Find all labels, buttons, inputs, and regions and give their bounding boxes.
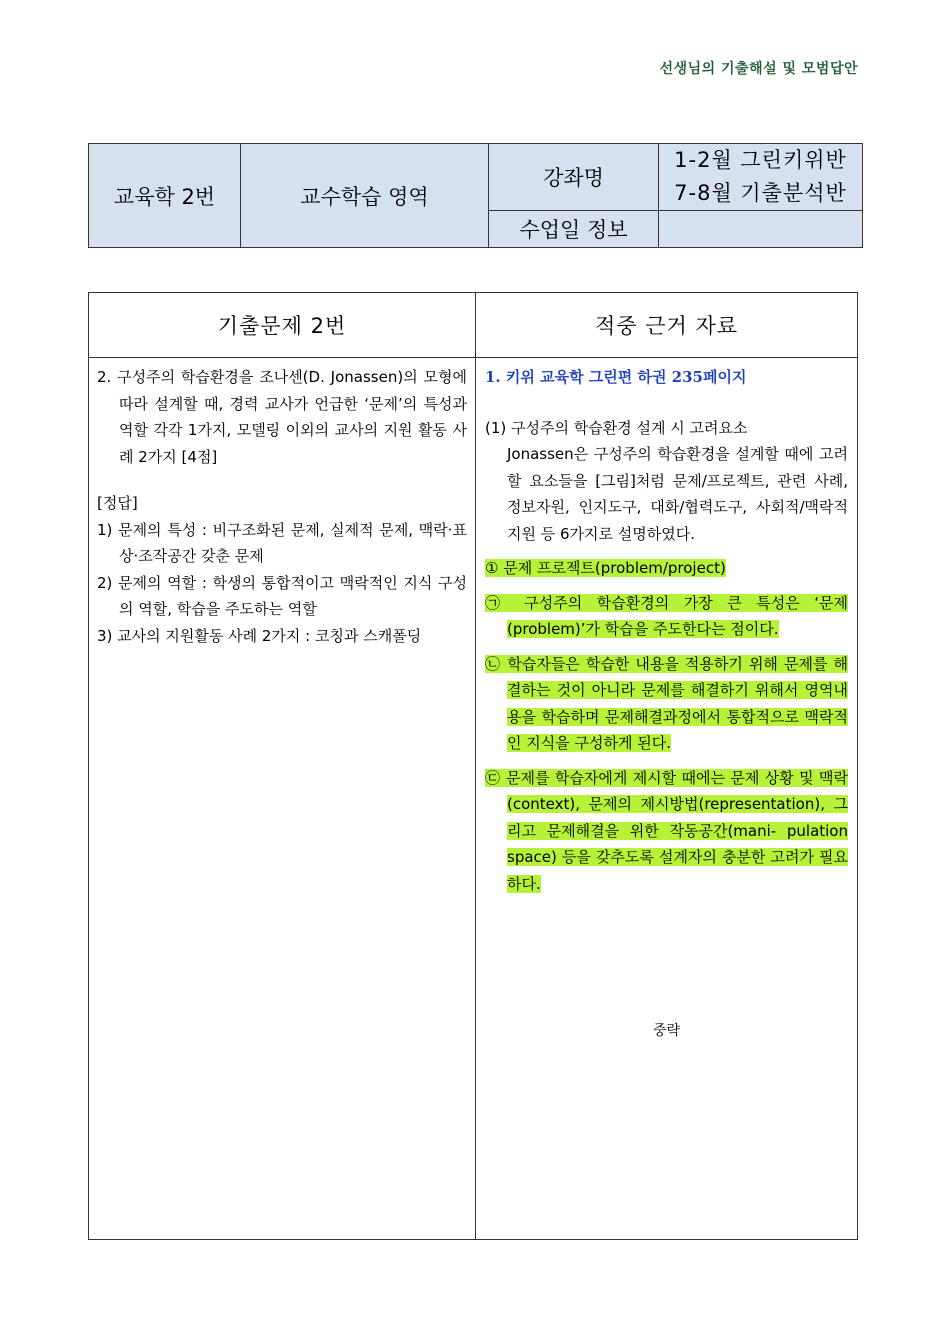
- omitted-note: 중략: [652, 1023, 681, 1039]
- course-name: [659, 144, 863, 211]
- answer-item: 1) 문제의 특성 : 비구조화된 문제, 실제적 문제, 맥락·표상·조작공간 갖춘 문제: [97, 520, 467, 565]
- highlight-item: ① 문제 프로젝트(problem/project): [485, 559, 726, 577]
- course-line-1: 1-2월 그린키위반: [674, 148, 847, 172]
- left-column-header: 기출문제 2번: [89, 293, 476, 358]
- sub-body: Jonassen은 구성주의 학습환경을 설계할 때에 고려할 요소들을 [그림]처럼 문제/프로젝트, 관련 사례, 정보자원, 인지도구, 대화/협력도구, 사회적/맥락적 지원 등 6가지로 설명하였다.: [507, 445, 848, 543]
- evidence-cell: [476, 358, 858, 1240]
- header-note: 선생님의 기출해설 및 모범답안: [659, 61, 858, 77]
- course-line-2: 7-8월 기출분석반: [674, 181, 847, 205]
- class-info-value: [659, 211, 863, 248]
- question-text: 2. 구성주의 학습환경을 조나센(D. Jonassen)의 모형에 따라 설계할 때, 경력 교사가 언급한 ‘문제’의 특성과 역할 각각 1가지, 모델링 이외의 교사의 지원 활동 사례 2가지 [4점]: [97, 368, 467, 466]
- subject-cell: 교육학 2번: [89, 144, 241, 248]
- source-title: 1. 키위 교육학 그린편 하권 235페이지: [485, 368, 747, 386]
- answer-item: 3) 교사의 지원활동 사례 2가지 : 코칭과 스캐폴딩: [97, 626, 422, 645]
- area-cell: 교수학습 영역: [241, 144, 489, 248]
- highlight-item: ㉢ 문제를 학습자에게 제시할 때에는 문제 상황 및 맥락(context), 문제의 제시방법(representation), 그리고 문제해결을 위한 작동공간(mani- pulation space) 등을 갖추도록 설계자의 충분한 고려가 필요하다.: [485, 768, 848, 893]
- right-column-header: 적중 근거 자료: [476, 293, 858, 358]
- highlight-item: ㉠ 구성주의 학습환경의 가장 큰 특성은 ‘문제(problem)’가 학습을 주도한다는 점이다.: [485, 593, 848, 638]
- highlight-item: ㉡ 학습자들은 학습한 내용을 적용하기 위해 문제를 해결하는 것이 아니라 문제를 해결하기 위해서 영역내용을 학습하며 문제해결과정에서 통합적으로 맥락적인 지식을 구성하게 된다.: [485, 654, 848, 752]
- course-label: 강좌명: [489, 144, 659, 211]
- answer-label: [정답]: [97, 494, 138, 512]
- main-table: [88, 292, 858, 1240]
- question-cell: [89, 358, 476, 1240]
- info-table: [88, 143, 863, 248]
- class-info-label: 수업일 정보: [489, 211, 659, 248]
- answer-item: 2) 문제의 역할 : 학생의 통합적이고 맥락적인 지식 구성의 역할, 학습을 주도하는 역할: [97, 573, 467, 618]
- sub-title: (1) 구성주의 학습환경 설계 시 고려요소: [485, 418, 748, 437]
